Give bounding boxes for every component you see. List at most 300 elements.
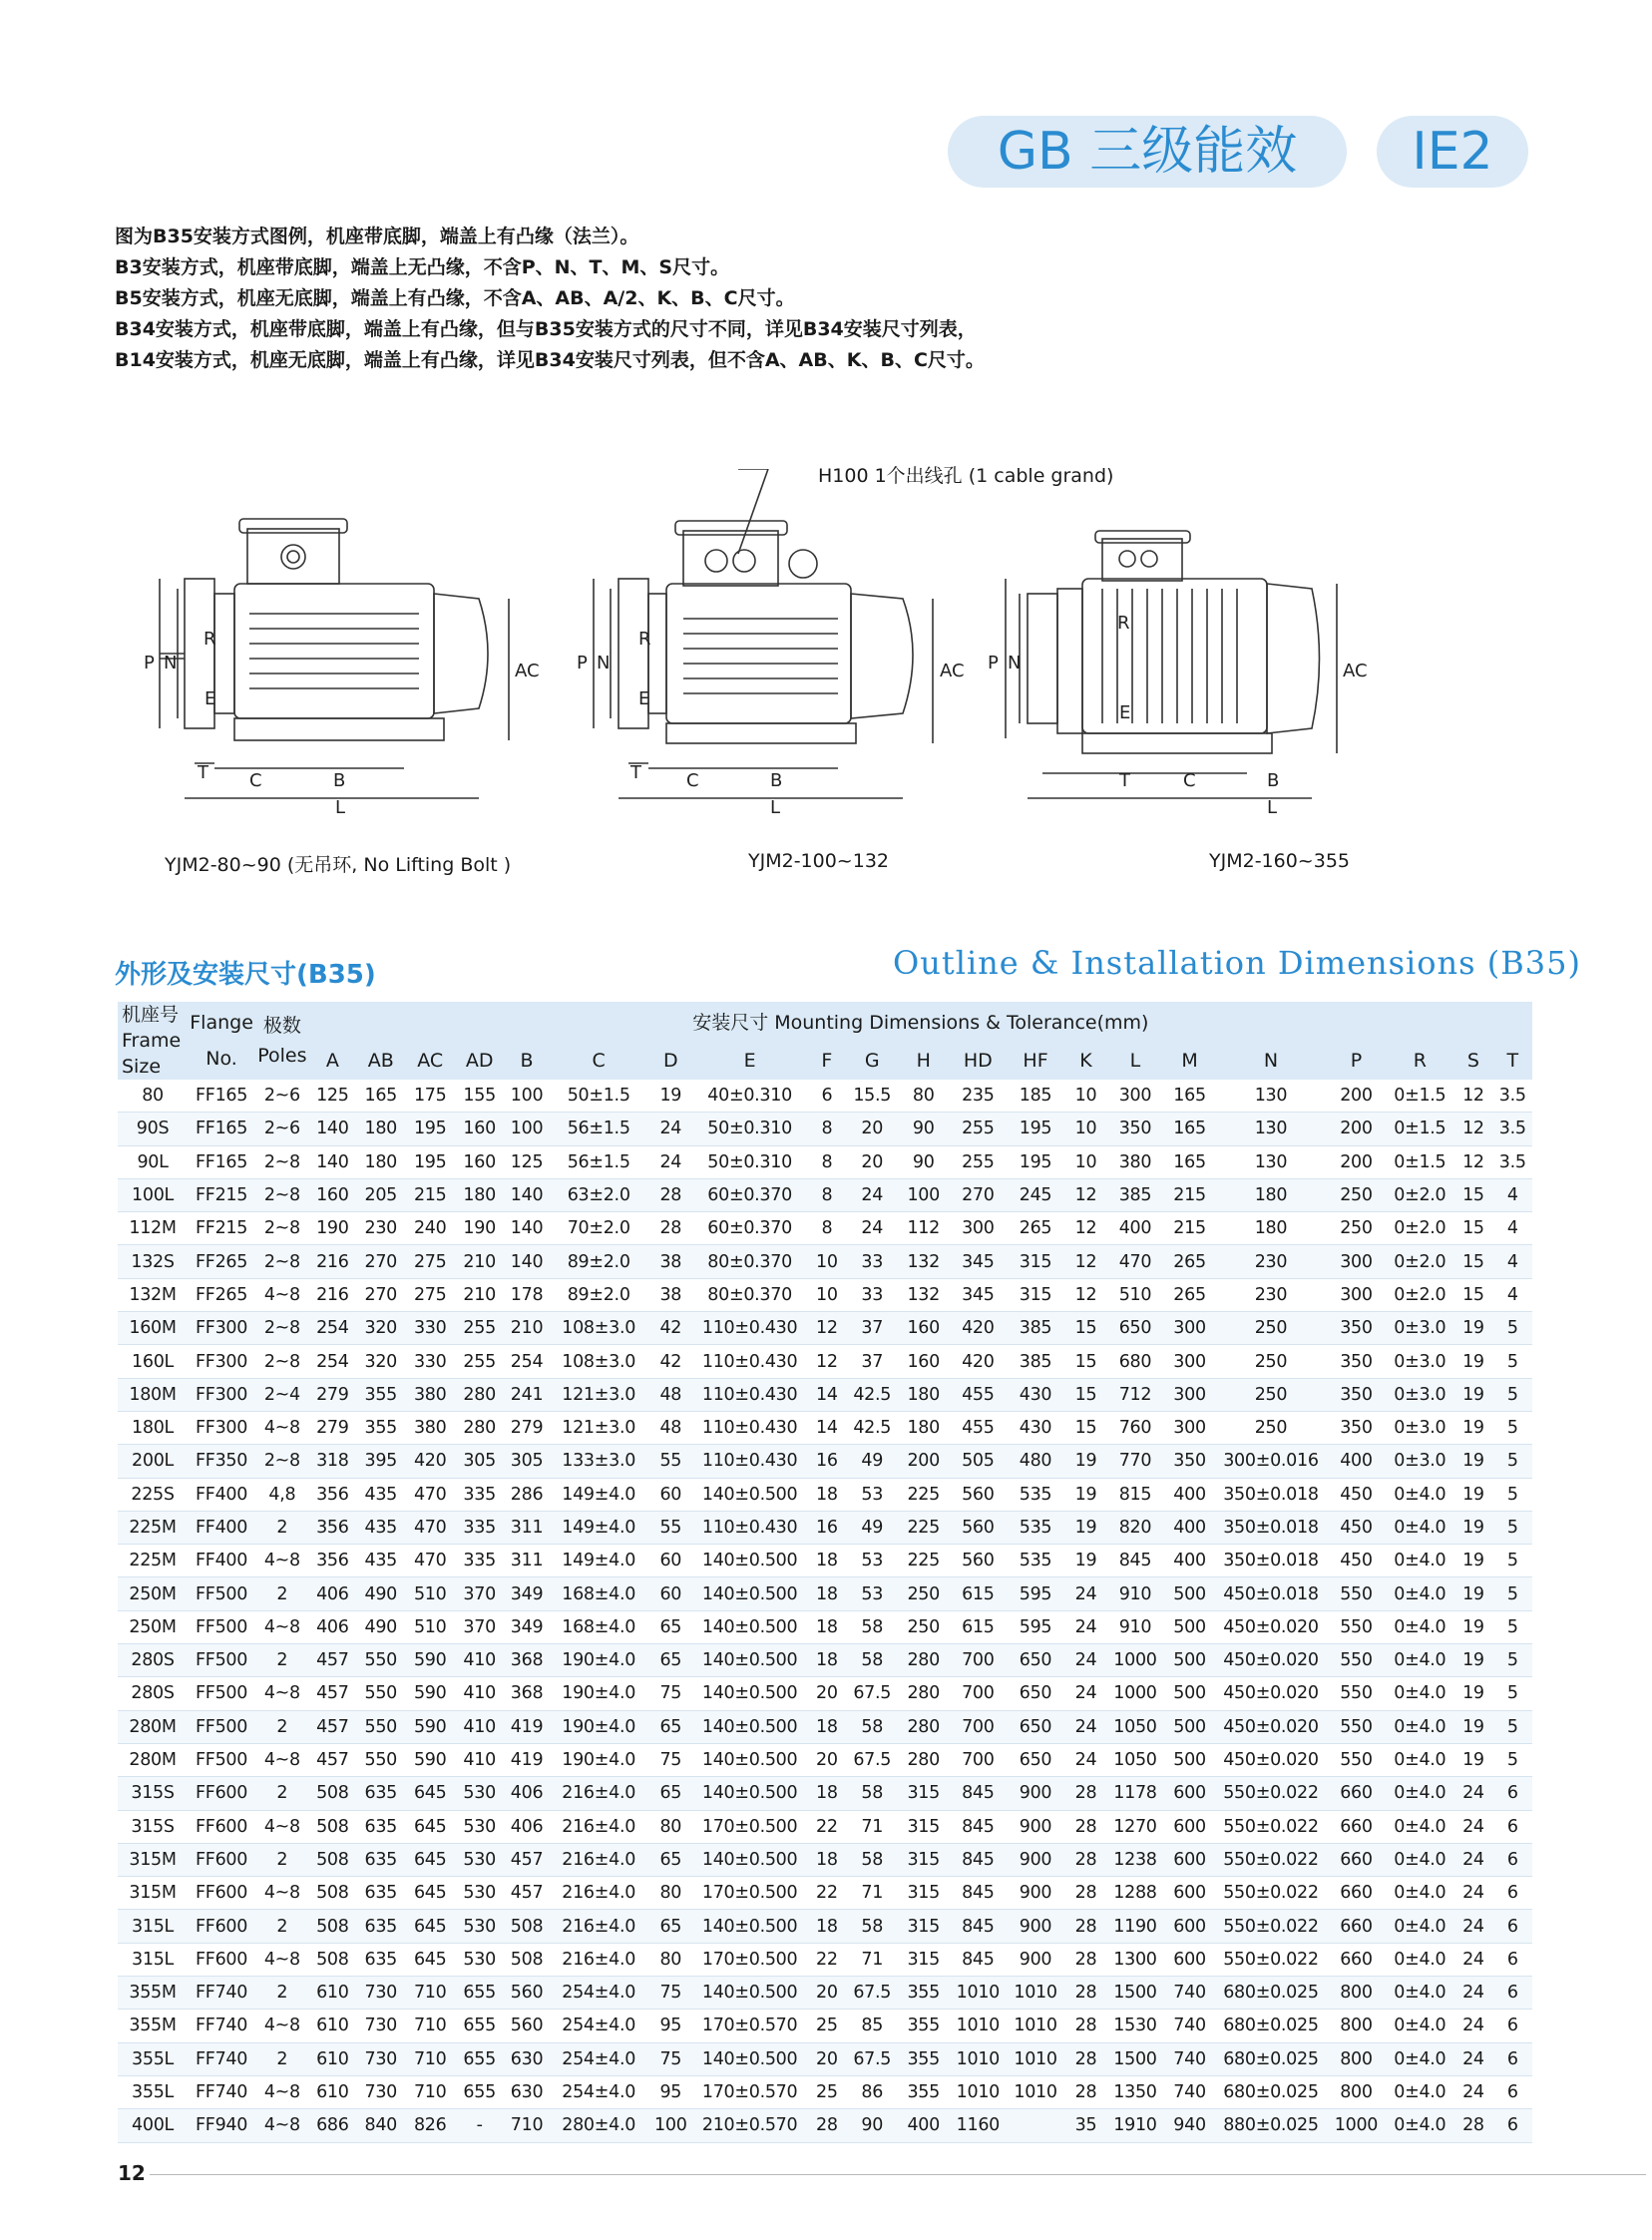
table-cell: 24 xyxy=(648,1113,693,1145)
table-cell: 0±4.0 xyxy=(1394,1616,1446,1637)
table-cell: 335 xyxy=(463,1551,496,1571)
dim-label-ac: AC xyxy=(515,661,540,681)
table-cell: FF600 xyxy=(196,1883,248,1904)
table-cell: 550±0.022 xyxy=(1223,1949,1319,1970)
table-cell: 0±4.0 xyxy=(1394,1949,1446,1970)
table-cell: 710 xyxy=(413,2016,447,2036)
table-cell: 0±4.0 xyxy=(1386,1843,1453,1876)
table-row xyxy=(118,1378,1532,1411)
table-cell: 560 xyxy=(962,1551,995,1571)
table-cell: 4~8 xyxy=(263,1883,300,1904)
table-cell: 645 xyxy=(413,1883,447,1904)
table-cell: 100L xyxy=(118,1178,188,1211)
table-cell: 180L xyxy=(132,1418,174,1439)
table-cell: 900 xyxy=(1006,1910,1065,1943)
table-cell: 49 xyxy=(847,1511,896,1544)
table-cell: 845 xyxy=(962,1949,995,1970)
table-cell: 0±4.0 xyxy=(1386,1710,1453,1743)
table-cell: 700 xyxy=(951,1644,1007,1677)
table-cell: 165 xyxy=(1164,1113,1216,1145)
caption-100-132: YJM2-100~132 xyxy=(748,850,889,872)
table-cell: 5 xyxy=(1506,1418,1518,1439)
table-cell: 940 xyxy=(1164,2109,1216,2142)
table-cell: 530 xyxy=(455,1910,504,1943)
table-cell: 6 xyxy=(1492,1777,1532,1810)
table-cell: 255 xyxy=(463,1351,496,1372)
col-header-h: H xyxy=(897,1041,951,1080)
table-cell: FF165 xyxy=(196,1086,248,1107)
table-cell: 406 xyxy=(504,1777,549,1810)
table-cell: FF400 xyxy=(188,1511,255,1544)
table-cell: 350±0.018 xyxy=(1215,1511,1326,1544)
table-cell: 535 xyxy=(1019,1484,1052,1505)
table-cell: 19 xyxy=(1462,1551,1484,1571)
table-cell: 330 xyxy=(413,1351,447,1372)
table-cell: 615 xyxy=(951,1577,1007,1610)
table-cell: 550 xyxy=(364,1750,398,1771)
table-cell: 270 xyxy=(356,1245,405,1278)
table-cell: 400 xyxy=(1118,1218,1152,1239)
table-cell: 845 xyxy=(951,1777,1007,1810)
table-row xyxy=(118,1743,1532,1776)
table-cell: 165 xyxy=(364,1086,398,1107)
table-cell: 56±1.5 xyxy=(550,1113,648,1145)
table-cell: 349 xyxy=(510,1616,544,1637)
table-cell: 28 xyxy=(1074,2016,1097,2036)
table-cell: 315L xyxy=(132,1949,174,1970)
table-cell: 4~8 xyxy=(255,2109,309,2142)
table-cell: 410 xyxy=(455,1710,504,1743)
table-cell: 650 xyxy=(1006,1710,1065,1743)
table-cell: 225 xyxy=(897,1511,951,1544)
footer-divider xyxy=(150,2174,1646,2175)
table-cell: 190±4.0 xyxy=(550,1710,648,1743)
table-row xyxy=(118,1178,1532,1211)
table-cell: 12 xyxy=(1074,1284,1097,1305)
table-cell: 280 xyxy=(463,1418,496,1439)
table-cell: 910 xyxy=(1118,1616,1152,1637)
table-cell: 180M xyxy=(118,1378,188,1411)
table-row xyxy=(118,1511,1532,1544)
table-cell: 530 xyxy=(463,1883,496,1904)
table-cell: 457 xyxy=(510,1883,544,1904)
table-cell: 5 xyxy=(1492,1511,1532,1544)
table-cell: 4~8 xyxy=(263,1551,300,1571)
table-cell: 1010 xyxy=(951,2042,1007,2075)
table-cell: 615 xyxy=(962,1616,995,1637)
dim-label-b-3: B xyxy=(1267,770,1280,791)
table-cell: 37 xyxy=(847,1312,896,1345)
mounting-notes xyxy=(115,222,1412,376)
table-cell: 1178 xyxy=(1106,1777,1164,1810)
table-cell: 1010 xyxy=(951,1977,1007,2010)
page-number: 12 xyxy=(118,2161,146,2185)
table-cell: 20 xyxy=(806,2042,847,2075)
table-cell: 110±0.430 xyxy=(701,1351,798,1372)
table-cell: 840 xyxy=(356,2109,405,2142)
table-cell: 254 xyxy=(316,1351,349,1372)
table-cell: 900 xyxy=(1006,1843,1065,1876)
cable-grand-note: H100 1个出线孔 (1 cable grand) xyxy=(818,465,1114,487)
table-cell: 20 xyxy=(861,1151,884,1172)
table-cell: 300 xyxy=(1173,1418,1206,1439)
table-cell: 315 xyxy=(897,1910,951,1943)
dim-label-b: B xyxy=(333,770,346,791)
table-cell: 200 xyxy=(1340,1151,1373,1172)
table-cell: 215 xyxy=(1173,1218,1206,1239)
table-cell: 630 xyxy=(504,2042,549,2075)
table-cell: 712 xyxy=(1106,1378,1164,1411)
table-cell: 500 xyxy=(1173,1683,1206,1704)
table-cell: 250 xyxy=(1215,1378,1326,1411)
table-cell: 55 xyxy=(648,1511,693,1544)
table-cell: 19 xyxy=(1462,1616,1484,1637)
col-header-t: T xyxy=(1492,1041,1532,1080)
col-header-b: B xyxy=(504,1041,549,1080)
table-cell: 195 xyxy=(1006,1113,1065,1145)
table-cell: 200 xyxy=(1340,1086,1373,1107)
table-cell: 0±3.0 xyxy=(1386,1445,1453,1478)
table-cell: 1010 xyxy=(1014,2016,1057,2036)
table-cell: 80 xyxy=(142,1086,164,1107)
table-cell: FF600 xyxy=(188,1777,255,1810)
table-cell: 0±4.0 xyxy=(1386,1644,1453,1677)
table-cell: 450±0.020 xyxy=(1223,1616,1319,1637)
table-cell: 600 xyxy=(1164,1910,1216,1943)
table-cell: 28 xyxy=(1074,1949,1097,1970)
table-cell: 457 xyxy=(316,1683,349,1704)
table-cell: 315S xyxy=(118,1777,188,1810)
col-header-m: M xyxy=(1164,1041,1216,1080)
table-cell: 250 xyxy=(1215,1312,1326,1345)
table-cell: 826 xyxy=(405,2109,454,2142)
table-row xyxy=(118,1080,1532,1113)
table-cell: 140±0.500 xyxy=(693,1777,806,1810)
table-cell: 356 xyxy=(316,1551,349,1571)
table-cell: 635 xyxy=(364,1883,398,1904)
table-cell: 90L xyxy=(137,1151,169,1172)
table-cell: FF300 xyxy=(188,1312,255,1345)
table-cell: 610 xyxy=(316,2016,349,2036)
table-cell: 250 xyxy=(1254,1351,1288,1372)
table-cell: 815 xyxy=(1118,1484,1152,1505)
table-cell: 18 xyxy=(806,1710,847,1743)
table-cell: 590 xyxy=(405,1644,454,1677)
table-cell: 645 xyxy=(405,1910,454,1943)
table-cell: 0±4.0 xyxy=(1386,1511,1453,1544)
table-cell: 140±0.500 xyxy=(701,1551,798,1571)
table-cell: 100 xyxy=(510,1086,544,1107)
table-cell: 19 xyxy=(1462,1750,1484,1771)
table-cell: 300 xyxy=(1340,1284,1373,1305)
table-cell: 6 xyxy=(1492,1977,1532,2010)
table-cell: 24 xyxy=(1453,1843,1492,1876)
col-header-f: F xyxy=(806,1041,847,1080)
table-cell: 4~8 xyxy=(263,1683,300,1704)
frame-en-label: Frame xyxy=(122,1030,182,1052)
table-row xyxy=(118,2010,1532,2042)
table-cell: 50±0.310 xyxy=(707,1151,792,1172)
dim-label-c-3: C xyxy=(1183,770,1196,791)
table-cell: 110±0.430 xyxy=(693,1312,806,1345)
dim-label-c: C xyxy=(249,770,262,791)
table-cell: 250 xyxy=(1254,1418,1288,1439)
table-cell: 356 xyxy=(309,1511,356,1544)
table-cell: 2 xyxy=(255,1910,309,1943)
table-cell: 149±4.0 xyxy=(562,1484,636,1505)
table-cell: 655 xyxy=(463,2082,496,2103)
table-cell: 350 xyxy=(1340,1418,1373,1439)
table-cell: 67.5 xyxy=(847,2042,896,2075)
table-cell: 335 xyxy=(455,1511,504,1544)
dim-label-e: E xyxy=(205,688,216,709)
table-cell: 595 xyxy=(1006,1577,1065,1610)
table-cell: 132 xyxy=(907,1284,940,1305)
table-cell: 1050 xyxy=(1106,1710,1164,1743)
col-header-c: C xyxy=(550,1041,648,1080)
table-cell: 355 xyxy=(364,1418,398,1439)
table-cell: 400 xyxy=(1173,1551,1206,1571)
table-cell: 265 xyxy=(1019,1218,1052,1239)
table-cell: 1500 xyxy=(1106,2042,1164,2075)
table-cell: 0±1.5 xyxy=(1394,1086,1446,1107)
table-cell: 60 xyxy=(659,1484,682,1505)
note-b35: 图为B35安装方式图例，机座带底脚，端盖上有凸缘（法兰）。 xyxy=(115,225,639,247)
table-cell: 6 xyxy=(1506,2016,1518,2036)
col-header-hd: HD xyxy=(951,1041,1007,1080)
motor-drawing-80-90 xyxy=(160,519,509,798)
table-cell: 730 xyxy=(364,2016,398,2036)
table-row xyxy=(118,1610,1532,1643)
table-row xyxy=(118,1445,1532,1478)
table-cell: 56±1.5 xyxy=(567,1151,630,1172)
table-cell: 18 xyxy=(806,1577,847,1610)
table-cell: 4~8 xyxy=(263,2082,300,2103)
table-cell: 355 xyxy=(907,2016,940,2036)
table-cell: 170±0.500 xyxy=(701,1883,798,1904)
table-cell: 910 xyxy=(1106,1577,1164,1610)
table-cell: 395 xyxy=(356,1445,405,1478)
table-cell: 4 xyxy=(1492,1178,1532,1211)
table-cell: 635 xyxy=(356,1910,405,1943)
table-cell: 15 xyxy=(1065,1312,1106,1345)
table-cell: 215 xyxy=(405,1178,454,1211)
table-cell: 110±0.430 xyxy=(701,1418,798,1439)
table-cell: 1010 xyxy=(956,2082,1000,2103)
table-cell: 225 xyxy=(907,1484,940,1505)
table-cell: 58 xyxy=(847,1710,896,1743)
table-cell: 0±2.0 xyxy=(1386,1245,1453,1278)
table-cell: 700 xyxy=(951,1710,1007,1743)
table-cell: 680±0.025 xyxy=(1215,2042,1326,2075)
table-cell: 530 xyxy=(455,1777,504,1810)
table-cell: 19 xyxy=(1462,1351,1484,1372)
col-header-l: L xyxy=(1106,1041,1164,1080)
table-cell: 2~8 xyxy=(263,1151,300,1172)
table-cell: 140±0.500 xyxy=(693,1977,806,2010)
table-cell: 180 xyxy=(897,1378,951,1411)
table-cell: 4~8 xyxy=(263,1284,300,1305)
table-cell: 195 xyxy=(413,1151,447,1172)
table-cell: 2 xyxy=(255,1511,309,1544)
table-cell: 800 xyxy=(1327,2042,1387,2075)
table-cell: 4 xyxy=(1492,1245,1532,1278)
mounting-dimensions-header: 安装尺寸 Mounting Dimensions & Tolerance(mm) xyxy=(309,1002,1532,1041)
table-row xyxy=(118,1312,1532,1345)
dim-label-e-2: E xyxy=(638,688,650,709)
table-cell: 18 xyxy=(806,1843,847,1876)
table-cell: 216±4.0 xyxy=(550,1910,648,1943)
table-cell: 245 xyxy=(1006,1178,1065,1211)
table-row xyxy=(118,1478,1532,1511)
table-cell: 410 xyxy=(463,1683,496,1704)
table-cell: 28 xyxy=(1074,1883,1097,1904)
table-cell: 550 xyxy=(364,1683,398,1704)
table-cell: 24 xyxy=(1462,1816,1484,1837)
table-cell: 315 xyxy=(907,1949,940,1970)
table-cell: 710 xyxy=(504,2109,549,2142)
table-cell: 800 xyxy=(1340,2016,1373,2036)
table-cell: 0±4.0 xyxy=(1394,1816,1446,1837)
table-cell: 279 xyxy=(309,1378,356,1411)
dimensions-table-body xyxy=(118,1080,1532,2142)
table-cell: 5 xyxy=(1492,1312,1532,1345)
table-cell: 800 xyxy=(1340,2082,1373,2103)
table-cell: 2 xyxy=(255,1977,309,2010)
table-cell: 279 xyxy=(510,1418,544,1439)
table-cell: 457 xyxy=(309,1644,356,1677)
table-cell: 500 xyxy=(1164,1710,1216,1743)
table-cell: 210 xyxy=(463,1284,496,1305)
table-cell: 180 xyxy=(364,1151,398,1172)
table-cell: 140±0.500 xyxy=(701,1683,798,1704)
table-cell: 315 xyxy=(907,1816,940,1837)
table-cell: 65 xyxy=(648,1710,693,1743)
table-cell: 560 xyxy=(951,1511,1007,1544)
table-cell: 650 xyxy=(1106,1312,1164,1345)
table-cell: 0±1.5 xyxy=(1394,1151,1446,1172)
table-cell: 450 xyxy=(1340,1551,1373,1571)
col-header-ad: AD xyxy=(455,1041,504,1080)
table-cell: 740 xyxy=(1164,2042,1216,2075)
table-cell: 24 xyxy=(659,1151,682,1172)
table-cell: 254±4.0 xyxy=(550,1977,648,2010)
dim-label-r: R xyxy=(204,629,216,650)
table-cell: 14 xyxy=(816,1418,838,1439)
table-cell: 24 xyxy=(1074,1616,1097,1637)
table-cell: 24 xyxy=(1074,1750,1097,1771)
section-title-cn: 外形及安装尺寸(B35) xyxy=(115,960,376,990)
note-b34: B34安装方式，机座带底脚，端盖上有凸缘，但与B35安装方式的尺寸不同，详见B34安装尺寸列表， xyxy=(115,318,977,340)
table-cell: 660 xyxy=(1340,1949,1373,1970)
table-cell: 2~8 xyxy=(263,1351,300,1372)
table-cell: 5 xyxy=(1492,1644,1532,1677)
note-b5: B5安装方式，机座无底脚，端盖上有凸缘，不含A、AB、A/2、K、B、C尺寸。 xyxy=(115,287,795,309)
table-cell: 6 xyxy=(1506,1816,1518,1837)
table-cell: 470 xyxy=(413,1484,447,1505)
table-cell: 90 xyxy=(897,1113,951,1145)
table-cell: 265 xyxy=(1164,1245,1216,1278)
table-cell: 530 xyxy=(463,1949,496,1970)
table-cell: 680 xyxy=(1118,1351,1152,1372)
table-cell: 1500 xyxy=(1106,1977,1164,2010)
table-cell: 0±2.0 xyxy=(1394,1284,1446,1305)
table-cell: 24 xyxy=(1453,1977,1492,2010)
table-cell: 4,8 xyxy=(268,1484,296,1505)
table-cell: 10 xyxy=(1074,1151,1097,1172)
table-cell: FF165 xyxy=(188,1113,255,1145)
table-cell: FF350 xyxy=(188,1445,255,1478)
dimensions-table xyxy=(118,1002,1532,2143)
table-cell: 650 xyxy=(1006,1644,1065,1677)
table-row xyxy=(118,2042,1532,2075)
table-cell: 600 xyxy=(1173,1883,1206,1904)
table-cell: 0±3.0 xyxy=(1394,1418,1446,1439)
table-cell: 1190 xyxy=(1106,1910,1164,1943)
table-cell: 315 xyxy=(1006,1245,1065,1278)
motor-drawing-160-355 xyxy=(1006,531,1337,798)
table-cell: 730 xyxy=(356,2042,405,2075)
table-cell: 132 xyxy=(897,1245,951,1278)
table-cell: 600 xyxy=(1164,1843,1216,1876)
table-cell: 22 xyxy=(816,1883,838,1904)
dim-label-r-2: R xyxy=(638,629,651,650)
table-cell: 350 xyxy=(1327,1378,1387,1411)
table-cell: 80 xyxy=(659,1883,682,1904)
table-cell: 160M xyxy=(118,1312,188,1345)
table-cell: 24 xyxy=(1453,1777,1492,1810)
table-cell: 19 xyxy=(659,1086,682,1107)
table-cell: 210±0.570 xyxy=(693,2109,806,2142)
table-cell: 28 xyxy=(1065,1777,1106,1810)
table-cell: 280S xyxy=(118,1644,188,1677)
table-cell: 610 xyxy=(309,1977,356,2010)
table-cell: 60±0.370 xyxy=(693,1178,806,1211)
table-cell: 0±1.5 xyxy=(1386,1113,1453,1145)
table-cell: 8 xyxy=(806,1178,847,1211)
table-cell: 42 xyxy=(659,1351,682,1372)
table-cell: 1270 xyxy=(1113,1816,1157,1837)
table-cell: 355 xyxy=(356,1378,405,1411)
table-cell: 820 xyxy=(1106,1511,1164,1544)
table-cell: 430 xyxy=(1019,1418,1052,1439)
table-cell: 385 xyxy=(1006,1312,1065,1345)
table-cell: 63±2.0 xyxy=(550,1178,648,1211)
table-cell: 24 xyxy=(1065,1644,1106,1677)
table-cell: 6 xyxy=(1506,1883,1518,1904)
table-cell: 165 xyxy=(1173,1151,1206,1172)
dim-label-l: L xyxy=(335,797,346,818)
table-cell: 500 xyxy=(1164,1644,1216,1677)
table-cell: 71 xyxy=(861,1883,884,1904)
table-cell: 2 xyxy=(255,1710,309,1743)
table-cell: 550 xyxy=(356,1710,405,1743)
table-cell: 550 xyxy=(1327,1577,1387,1610)
table-cell: 80 xyxy=(912,1086,935,1107)
table-cell: 85 xyxy=(861,2016,884,2036)
table-cell: FF740 xyxy=(188,2042,255,2075)
col-header-p: P xyxy=(1327,1041,1387,1080)
table-cell: 38 xyxy=(648,1245,693,1278)
table-cell: 28 xyxy=(1065,2042,1106,2075)
table-cell: 435 xyxy=(356,1511,405,1544)
table-cell: 58 xyxy=(847,1843,896,1876)
table-cell xyxy=(1006,2109,1065,2142)
table-cell: 140±0.500 xyxy=(693,1843,806,1876)
table-cell: 4~8 xyxy=(263,1949,300,1970)
table-cell: 560 xyxy=(510,2016,544,2036)
frame-cn-label: 机座号 xyxy=(122,1004,180,1026)
